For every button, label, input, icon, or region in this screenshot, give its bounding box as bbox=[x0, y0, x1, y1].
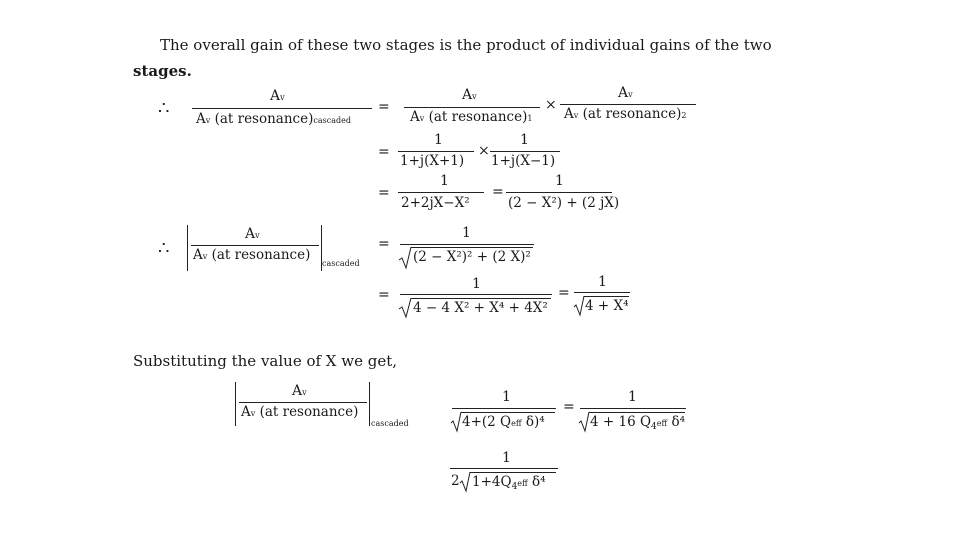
eq3-equals-mid: = bbox=[492, 184, 504, 200]
eq2-b-fraction-bar bbox=[490, 151, 560, 152]
eq3-b-denominator: (2 − X²) + (2 jX) bbox=[508, 195, 620, 211]
eq3-b-fraction-bar bbox=[506, 192, 612, 193]
eq1-lhs-numerator: Av bbox=[270, 88, 285, 104]
eq5-b-sqrt-sign bbox=[573, 295, 585, 317]
eq6-lhs-fraction-bar bbox=[239, 402, 367, 403]
eq3-a-denominator: 2+2jX−X² bbox=[401, 195, 470, 211]
eq2-b-denominator: 1+j(X−1) bbox=[491, 153, 556, 169]
eq2-b-numerator: 1 bbox=[520, 132, 529, 148]
eq4-sqrt-sign bbox=[398, 246, 412, 270]
eq5-b-denominator: 4 + X⁴ bbox=[585, 298, 629, 314]
eq6-cascaded-label: cascaded bbox=[371, 419, 409, 428]
therefore-symbol: ∴ bbox=[158, 98, 170, 119]
eq6-abs-bar-left bbox=[235, 382, 236, 426]
eq7-numerator: 1 bbox=[502, 450, 511, 466]
eq1-f2-denominator: Av (at resonance)2 bbox=[564, 106, 687, 122]
eq5-b-sqrt-vinculum bbox=[584, 296, 629, 297]
eq3-a-numerator: 1 bbox=[440, 173, 449, 189]
eq4-sqrt-vinculum bbox=[411, 247, 533, 248]
eq6-lhs-denominator: Av (at resonance) bbox=[241, 404, 359, 420]
eq6-abs-bar-right bbox=[369, 382, 370, 426]
eq7-fraction-bar bbox=[450, 468, 558, 469]
eq5-a-fraction-bar bbox=[400, 294, 552, 295]
eq4-fraction-bar bbox=[400, 244, 534, 245]
eq2-a-fraction-bar bbox=[398, 151, 474, 152]
eq2-a-denominator: 1+j(X+1) bbox=[400, 153, 465, 169]
eq3-equals: = bbox=[378, 185, 390, 201]
eq6-a-denominator: 4+(2 Qeff δ)⁴ bbox=[462, 414, 545, 430]
eq1-lhs-denominator: Av (at resonance)cascaded bbox=[196, 111, 351, 127]
eq2-equals: = bbox=[378, 144, 390, 160]
eq4-lhs-numerator: Av bbox=[245, 226, 260, 242]
intro-line-2: stages. bbox=[133, 62, 192, 80]
eq4-abs-bar-left bbox=[187, 225, 188, 271]
eq4-cascaded-label: cascaded bbox=[322, 259, 360, 268]
eq6-lhs-numerator: Av bbox=[292, 383, 307, 399]
eq1-equals: = bbox=[378, 99, 390, 115]
eq5-a-sqrt-sign bbox=[398, 297, 412, 319]
eq4-numerator: 1 bbox=[462, 225, 471, 241]
eq6-b-numerator: 1 bbox=[628, 389, 637, 405]
eq5-a-denominator: 4 − 4 X² + X⁴ + 4X² bbox=[413, 300, 548, 316]
eq5-b-fraction-bar bbox=[574, 292, 630, 293]
substituting-text: Substituting the value of X we get, bbox=[133, 352, 398, 370]
eq1-times: × bbox=[545, 97, 557, 113]
eq5-equals: = bbox=[378, 287, 390, 303]
eq5-a-sqrt-vinculum bbox=[411, 298, 551, 299]
eq3-b-numerator: 1 bbox=[555, 173, 564, 189]
therefore-symbol-2: ∴ bbox=[158, 238, 170, 259]
eq6-b-sqrt-sign bbox=[578, 411, 590, 433]
eq1-f1-denominator: Av (at resonance)1 bbox=[410, 109, 533, 125]
eq5-b-numerator: 1 bbox=[598, 274, 607, 290]
eq1-f2-fraction-bar bbox=[560, 104, 696, 105]
eq3-a-fraction-bar bbox=[398, 192, 484, 193]
eq7-denominator: $1+4Q^4eff$ δ⁴ bbox=[472, 474, 546, 492]
eq5-a-numerator: 1 bbox=[472, 276, 481, 292]
eq6-b-sqrt-vinculum bbox=[589, 412, 685, 413]
eq6-b-denominator: 4 + 16 $Q^4eff$ δ⁴ bbox=[590, 414, 686, 432]
eq6-a-fraction-bar bbox=[452, 408, 556, 409]
eq4-equals: = bbox=[378, 236, 390, 252]
eq4-denominator: (2 − X²)² + (2 X)² bbox=[413, 249, 531, 265]
eq2-times: × bbox=[478, 143, 490, 159]
eq4-lhs-denominator: Av (at resonance) bbox=[193, 247, 311, 263]
eq2-a-numerator: 1 bbox=[434, 132, 443, 148]
eq7-sqrt-vinculum bbox=[470, 472, 556, 473]
eq6-a-numerator: 1 bbox=[502, 389, 511, 405]
eq6-a-sqrt-sign bbox=[450, 411, 462, 433]
eq7-sqrt-sign bbox=[459, 471, 471, 493]
eq6-b-fraction-bar bbox=[580, 408, 686, 409]
intro-line-1: The overall gain of these two stages is the product of individual gains of the two bbox=[160, 36, 772, 54]
eq5-equals-mid: = bbox=[558, 285, 570, 301]
eq1-lhs-fraction-bar bbox=[192, 108, 372, 109]
eq1-f2-numerator: Av bbox=[618, 85, 633, 101]
eq6-a-sqrt-vinculum bbox=[461, 412, 555, 413]
eq1-f1-numerator: Av bbox=[462, 87, 477, 103]
eq7-den-prefix: 2 bbox=[451, 473, 460, 489]
eq1-f1-fraction-bar bbox=[404, 107, 540, 108]
eq6-equals-mid: = bbox=[563, 399, 575, 415]
eq4-lhs-fraction-bar bbox=[191, 245, 319, 246]
